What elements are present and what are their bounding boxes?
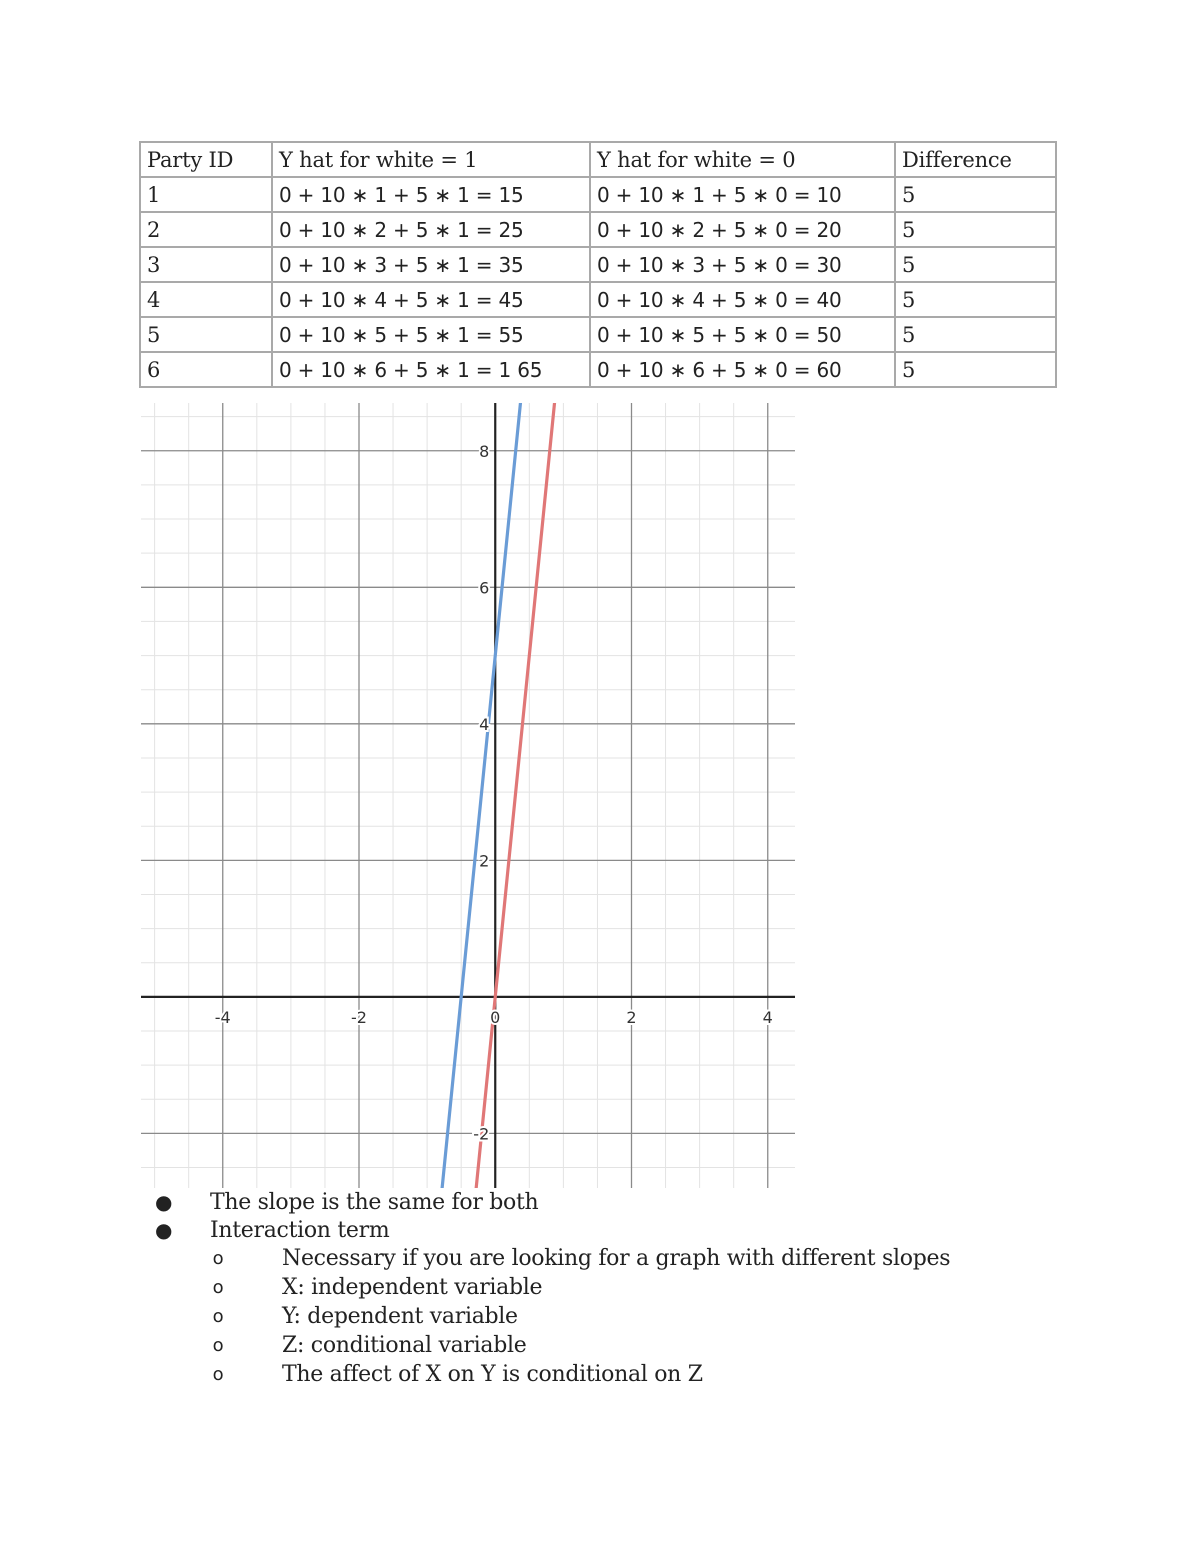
- circle-bullet-icon: o: [212, 1306, 224, 1327]
- series-line-1: [442, 403, 521, 1188]
- table-row: [139, 281, 1057, 316]
- header-difference: Difference: [894, 141, 1057, 176]
- sub-list-item: [0, 1273, 1200, 1302]
- cell-party-id: 6: [139, 351, 271, 388]
- cell-difference: 5: [894, 281, 1057, 316]
- cell-yhat-0: 0 + 10 ∗ 5 + 5 ∗ 0 = 50: [589, 316, 894, 351]
- y-tick-label: 2: [479, 851, 490, 871]
- line-graph: [141, 403, 795, 1188]
- cell-yhat-0: 0 + 10 ∗ 1 + 5 ∗ 0 = 10: [589, 176, 894, 211]
- y-tick-label: 6: [479, 578, 490, 598]
- cell-party-id: 2: [139, 211, 271, 246]
- cell-yhat-0: 0 + 10 ∗ 2 + 5 ∗ 0 = 20: [589, 211, 894, 246]
- cell-difference: 5: [894, 246, 1057, 281]
- y-tick-label: 8: [479, 441, 490, 461]
- cell-yhat-0: 0 + 10 ∗ 4 + 5 ∗ 0 = 40: [589, 281, 894, 316]
- circle-bullet-icon: o: [212, 1248, 224, 1269]
- cell-yhat-1: 0 + 10 ∗ 2 + 5 ∗ 1 = 25: [271, 211, 589, 246]
- bullet-text: The slope is the same for both: [210, 1190, 539, 1215]
- cell-yhat-1: 0 + 10 ∗ 6 + 5 ∗ 1 = 1 65: [271, 351, 589, 388]
- table-row: [139, 211, 1057, 246]
- x-tick-label: -2: [351, 1007, 367, 1027]
- header-party-id: Party ID: [139, 141, 271, 176]
- party-id-table: [139, 141, 1057, 388]
- sub-bullet-text: Y: dependent variable: [282, 1304, 518, 1329]
- cell-party-id: 5: [139, 316, 271, 351]
- cell-difference: 5: [894, 176, 1057, 211]
- circle-bullet-icon: o: [212, 1335, 224, 1356]
- circle-bullet-icon: o: [212, 1277, 224, 1298]
- series-line-2: [476, 403, 555, 1188]
- x-tick-label: 4: [762, 1007, 773, 1027]
- tick-labels: [215, 442, 773, 1144]
- sub-list-item: [0, 1302, 1200, 1331]
- cell-party-id: 4: [139, 281, 271, 316]
- bullet-icon: ●: [155, 1218, 173, 1242]
- y-tick-label: 4: [479, 714, 490, 734]
- cell-difference: 5: [894, 351, 1057, 388]
- axes: [141, 403, 795, 1188]
- cell-yhat-1: 0 + 10 ∗ 5 + 5 ∗ 1 = 55: [271, 316, 589, 351]
- cell-difference: 5: [894, 316, 1057, 351]
- x-tick-label: 2: [626, 1007, 637, 1027]
- notes-list: [0, 1188, 1200, 1389]
- sub-bullet-text: Necessary if you are looking for a graph with different slopes: [282, 1246, 951, 1271]
- table-header-row: [139, 141, 1057, 176]
- x-tick-label: -4: [214, 1007, 231, 1027]
- list-item: [0, 1188, 1200, 1216]
- cell-yhat-1: 0 + 10 ∗ 1 + 5 ∗ 1 = 15: [271, 176, 589, 211]
- table-row: [139, 246, 1057, 281]
- bullet-icon: ●: [155, 1190, 173, 1214]
- sub-list-item: [0, 1244, 1200, 1273]
- cell-yhat-0: 0 + 10 ∗ 6 + 5 ∗ 0 = 60: [589, 351, 894, 388]
- table-row: [139, 176, 1057, 211]
- header-yhat-white-0: Y hat for white = 0: [589, 141, 894, 176]
- series-lines: [442, 403, 555, 1188]
- x-tick-label: 0: [490, 1007, 501, 1027]
- table-row: [139, 351, 1057, 388]
- cell-party-id: 1: [139, 176, 271, 211]
- sub-bullet-text: The affect of X on Y is conditional on Z: [282, 1362, 703, 1387]
- list-item: [0, 1216, 1200, 1244]
- bullet-text: Interaction term: [210, 1218, 390, 1243]
- cell-yhat-1: 0 + 10 ∗ 4 + 5 ∗ 1 = 45: [271, 281, 589, 316]
- cell-party-id: 3: [139, 246, 271, 281]
- sub-list-item: [0, 1331, 1200, 1360]
- grid-major: [141, 403, 795, 1188]
- sub-bullet-text: Z: conditional variable: [282, 1333, 527, 1358]
- header-yhat-white-1: Y hat for white = 1: [271, 141, 589, 176]
- circle-bullet-icon: o: [212, 1364, 224, 1385]
- y-tick-label: -2: [473, 1124, 490, 1144]
- cell-difference: 5: [894, 211, 1057, 246]
- grid-minor: [141, 403, 795, 1188]
- sub-bullet-text: X: independent variable: [282, 1275, 543, 1300]
- cell-yhat-0: 0 + 10 ∗ 3 + 5 ∗ 0 = 30: [589, 246, 894, 281]
- table-row: [139, 316, 1057, 351]
- cell-yhat-1: 0 + 10 ∗ 3 + 5 ∗ 1 = 35: [271, 246, 589, 281]
- sub-list-item: [0, 1360, 1200, 1389]
